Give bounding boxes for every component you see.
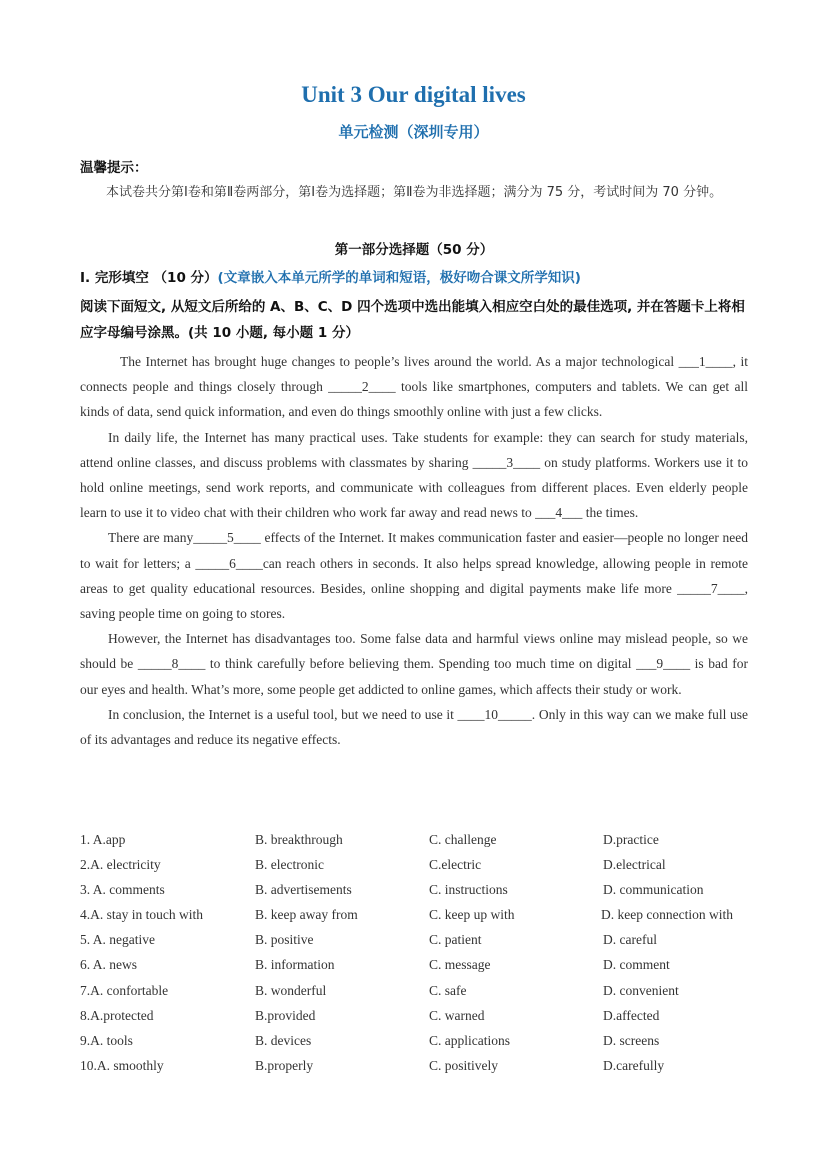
option-row-7	[80, 978, 770, 1003]
option-row-4	[80, 902, 770, 927]
page-title: Unit 3 Our digital lives	[301, 82, 526, 107]
section1-heading	[80, 266, 748, 286]
option-row-2	[80, 852, 770, 877]
option-a: 3. A. comments	[80, 882, 165, 898]
option-d: D. keep connection with	[601, 907, 733, 923]
option-b: B. advertisements	[255, 882, 352, 898]
option-a: 10.A. smoothly	[80, 1057, 164, 1073]
option-row-3	[80, 877, 770, 902]
option-a: 7.A. confortable	[80, 982, 169, 998]
option-c: C. applications	[429, 1032, 510, 1048]
option-a: 5. A. negative	[80, 932, 155, 948]
passage-paragraph: In daily life, the Internet has many practical uses. Take students for example: they can search for study materials, attend online classes, and discuss problems with classmates by sharing _____3____ on study platforms. Workers use it to hold online meetings, send work reports, and communicate with colleagues from different places. Even elderly people learn to use it to video chat with their children who work far away and read news to ___4___ the times.	[80, 429, 748, 521]
option-d: D. communication	[603, 882, 704, 898]
part1-heading: 第一部分选择题（50 分）	[334, 242, 494, 258]
option-a: 9.A. tools	[80, 1032, 133, 1048]
passage-paragraph: However, the Internet has disadvantages too. Some false data and harmful views online may mislead people, so we should be _____8____ to think carefully before believing them. Spending too much time on digital ___9____ is bad for our eyes and health. What’s more, some people get addicted to online games, which affects their study or work.	[80, 631, 748, 697]
tips-heading: 温馨提示：	[80, 160, 148, 176]
option-row-6	[80, 952, 770, 977]
passage-paragraph: The Internet has brought huge changes to people’s lives around the world. As a major technological ___1____, it connects people and things closely through _____2____ tools like smartphones, computers and tablets. We can get all kinds of data, send quick information, and even do things smoothly online with just a few clicks.	[80, 354, 748, 420]
passage-paragraph: In conclusion, the Internet is a useful tool, but we need to use it ____10_____. Only in this way can we make full use of its advantages and reduce its negative effects.	[80, 706, 748, 748]
option-a: 6. A. news	[80, 957, 137, 973]
option-row-5	[80, 927, 770, 952]
tips-body: 本试卷共分第Ⅰ卷和第Ⅱ卷两部分，第Ⅰ卷为选择题；第Ⅱ卷为非选择题；满分为 75 分，考试时间为 70 分钟。	[106, 185, 723, 200]
option-c: C.electric	[429, 857, 482, 873]
option-d: D. careful	[603, 932, 657, 948]
option-c: C. safe	[429, 982, 467, 998]
option-b: B. electronic	[255, 857, 324, 873]
option-b: B. wonderful	[255, 982, 327, 998]
option-b: B.provided	[255, 1007, 316, 1023]
section1-instructions: 阅读下面短文, 从短文后所给的 A、B、C、D 四个选项中选出能填入相应空白处的最佳选项, 并在答题卡上将相应字母编号涂黑。(共 10 小题, 每小题 1 分）	[80, 299, 745, 341]
page-subtitle: 单元检测（深圳专用）	[338, 123, 489, 141]
option-c: C. patient	[429, 932, 482, 948]
section1-title: I. 完形填空 （10 分）	[80, 270, 218, 286]
options-list	[80, 827, 770, 1078]
passage-paragraph: There are many_____5____ effects of the Internet. It makes communication faster and easier—people no longer need to wait for letters; a _____6____can reach others in seconds. It also helps spread knowledge, allowing people in remote areas to get quality educational resources. Besides, online shopping and digital payments make life more _____7____, saving people time on going to stores.	[80, 530, 748, 622]
option-b: B. devices	[255, 1032, 312, 1048]
option-c: C. keep up with	[429, 907, 515, 923]
option-c: C. challenge	[429, 832, 497, 847]
option-c: C. message	[429, 957, 491, 973]
cloze-passage	[80, 349, 748, 752]
option-b: B.properly	[255, 1057, 314, 1073]
option-a: 8.A.protected	[80, 1007, 154, 1023]
option-row-8	[80, 1003, 770, 1028]
option-a: 1. A.app	[80, 832, 126, 847]
option-b: B. information	[255, 957, 335, 973]
option-row-10	[80, 1053, 770, 1078]
option-row-1	[80, 827, 770, 852]
option-c: C. instructions	[429, 882, 508, 898]
option-b: B. breakthrough	[255, 832, 343, 847]
option-c: C. warned	[429, 1007, 485, 1023]
option-d: D.electrical	[603, 857, 666, 873]
option-b: B. positive	[255, 932, 314, 948]
option-b: B. keep away from	[255, 907, 358, 923]
option-d: D. comment	[603, 957, 670, 973]
section1-note: (文章嵌入本单元所学的单词和短语，极好吻合课文所学知识)	[217, 270, 581, 286]
option-d: D.practice	[603, 832, 659, 847]
option-c: C. positively	[429, 1057, 499, 1073]
option-d: D.affected	[603, 1007, 660, 1023]
option-a: 2.A. electricity	[80, 857, 161, 873]
option-a: 4.A. stay in touch with	[80, 907, 203, 923]
option-d: D. screens	[603, 1032, 660, 1048]
option-d: D.carefully	[603, 1057, 665, 1073]
option-row-9	[80, 1028, 770, 1053]
option-d: D. convenient	[603, 982, 679, 998]
